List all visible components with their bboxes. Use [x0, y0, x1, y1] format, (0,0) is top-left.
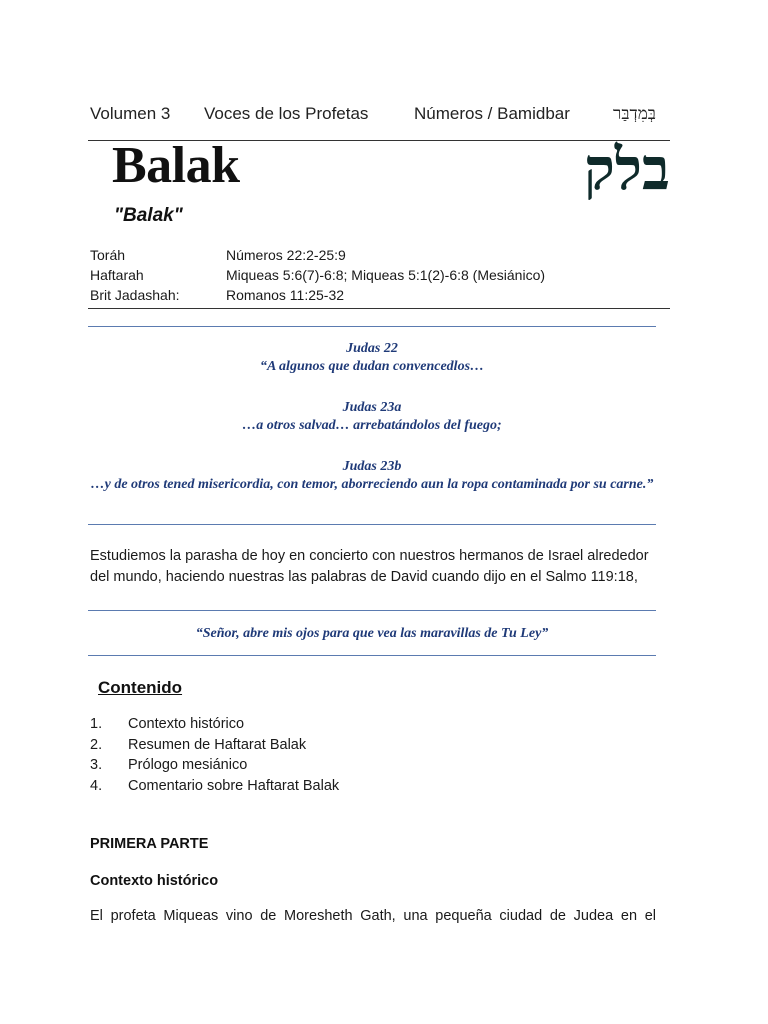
section-heading: Contexto histórico — [90, 873, 219, 889]
psalm-quote: “Señor, abre mis ojos para que vea las maravillas de Tu Ley” — [195, 626, 549, 641]
quote-text: …y de otros tened misericordia, con temor, aborreciendo aun la ropa contaminada por su carne.” — [90, 477, 654, 492]
volume-label: Volumen 3 — [90, 104, 171, 123]
quote-text: …a otros salvad… arrebatándolos del fuego; — [242, 418, 502, 433]
list-number: 2. — [90, 736, 103, 753]
list-number: 4. — [90, 777, 103, 794]
part-heading: PRIMERA PARTE — [90, 836, 209, 852]
quote-rule-bottom — [88, 524, 656, 525]
running-header — [90, 104, 670, 130]
psalm-rule-top — [88, 610, 656, 611]
list-text: Prólogo mesiánico — [128, 757, 248, 774]
reading-value: Números 22:2-25:9 — [226, 247, 346, 263]
list-text: Contexto histórico — [128, 716, 245, 732]
scripture-quote — [88, 458, 656, 494]
parasha-title: Balak — [112, 137, 240, 194]
body-paragraph — [90, 908, 656, 924]
intro-paragraph: Estudiemos la parasha de hoy en concierto con nuestros hermanos de Israel alrededor del mundo, haciendo nuestras las palabras de David cuando dijo en el Salmo 119:18, — [90, 548, 649, 585]
reading-value: Miqueas 5:6(7)-6:8; Miqueas 5:1(2)-6:8 (Mesiánico) — [226, 267, 546, 283]
body-line: El profeta Miqueas vino de Moresheth Gath, una pequeña ciudad de Judea en el — [90, 908, 656, 924]
list-number: 1. — [90, 716, 103, 732]
quote-rule-top — [88, 326, 656, 327]
quote-reference: Judas 22 — [346, 341, 398, 356]
reading-value: Romanos 11:25-32 — [226, 287, 345, 303]
book-name: Números / Bamidbar — [414, 104, 570, 123]
parasha-title-hebrew: בלק — [583, 135, 670, 203]
scripture-quote — [88, 340, 656, 376]
parasha-subtitle: "Balak" — [114, 205, 183, 226]
book-name-hebrew: בְּמִדְבַּר — [613, 104, 656, 124]
reading-label: Toráh — [90, 247, 126, 263]
reading-label: Haftarah — [90, 267, 144, 283]
quote-reference: Judas 23a — [342, 400, 402, 415]
list-text: Resumen de Haftarat Balak — [128, 736, 307, 753]
reading-label: Brit Jadashah: — [90, 287, 180, 303]
readings-rule — [88, 308, 670, 309]
scripture-quote — [88, 399, 656, 435]
series-title: Voces de los Profetas — [204, 104, 369, 123]
psalm-rule-bottom — [88, 655, 656, 656]
quote-reference: Judas 23b — [342, 459, 402, 474]
quote-text: “A algunos que dudan convencedlos… — [259, 359, 485, 374]
list-text: Comentario sobre Haftarat Balak — [128, 777, 340, 794]
contents-heading: Contenido — [98, 678, 183, 697]
list-number: 3. — [90, 757, 103, 774]
